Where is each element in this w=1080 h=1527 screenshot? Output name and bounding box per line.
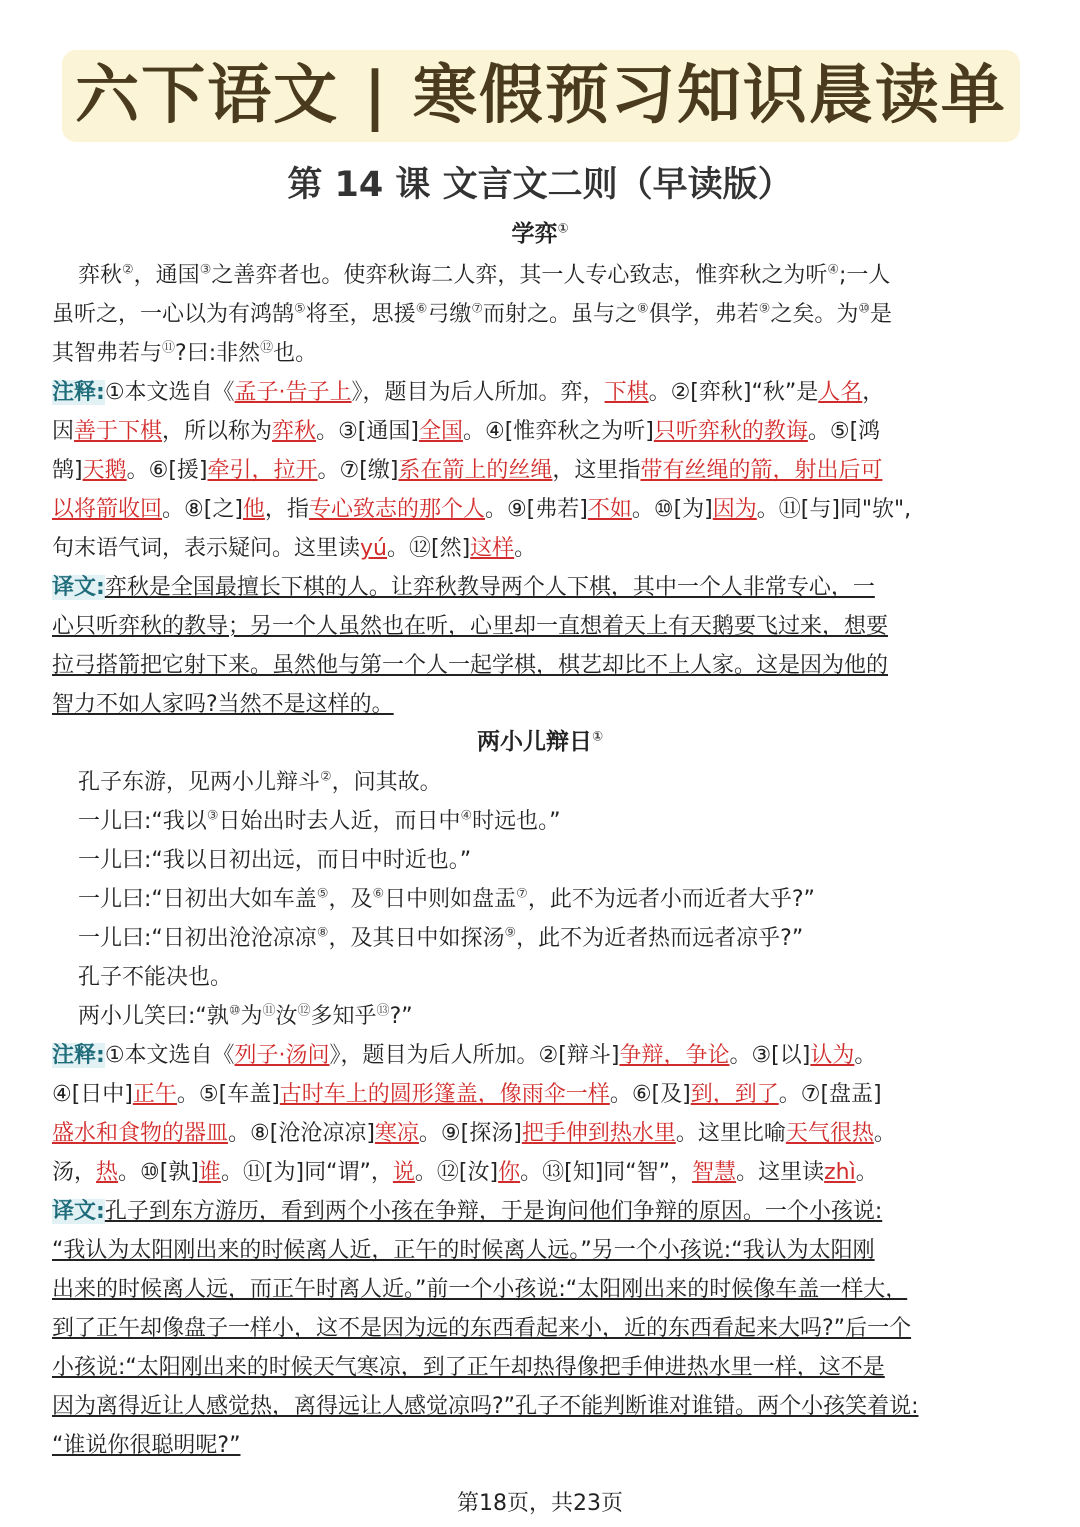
note-line: 因善于下棋，所以称为弈秋。③[通国]全国。④[惟弈秋之为听]只听弈秋的教诲。⑤[鸿 <box>52 419 881 444</box>
note-line: 鹄]天鹅。⑥[援]牵引，拉开。⑦[缴]系在箭上的丝绳，这里指带有丝绳的箭，射出后可 <box>52 458 883 483</box>
lesson-title: 第 14 课 文言文二则（早读版） <box>287 165 793 205</box>
classical-text-xueyi <box>52 256 1032 724</box>
text-line: 一儿曰:“我以③日始出时去人近，而日中④时远也。” <box>78 808 561 834</box>
text-line: 一儿曰:“日初出沧沧凉凉⑧，及其日中如探汤⑨，此不为近者热而远者凉乎?” <box>78 925 804 951</box>
translation-line: 到了正午却像盘子一样小，这不是因为远的东西看起来小，近的东西看起来大吗?”后一个 <box>52 1316 912 1341</box>
translation-label: 译文: <box>52 575 105 600</box>
note-line: 句末语气词，表示疑问。这里读yú。⑫[然]这样。 <box>52 536 537 561</box>
text-line: 其智弗若与⑪?曰:非然⑫也。 <box>52 340 318 366</box>
translation-line: “谁说你很聪明呢?” <box>52 1433 241 1458</box>
classical-text-liangxiaoer <box>52 763 1032 1465</box>
translation-line: 出来的时候离人远，而正午时离人近。”前一个小孩说:“太阳刚出来的时候像车盖一样大， <box>52 1277 908 1302</box>
translation-line: 译文:弈秋是全国最擅长下棋的人。让弈秋教导两个人下棋，其中一个人非常专心，一 <box>52 575 875 600</box>
page-number: 第18页，共23页 <box>457 1491 623 1516</box>
text-line: 孔子东游，见两小儿辩斗②，问其故。 <box>78 769 442 795</box>
translation-line: 译文:孔子到东方游历，看到两个小孩在争辩，于是询问他们争辩的原因。一个小孩说: <box>52 1199 883 1224</box>
page-title: 六下语文 | 寒假预习知识晨读单 <box>75 58 1007 133</box>
note-line: ④[日中]正午。⑤[车盖]古时车上的圆形篷盖，像雨伞一样。⑥[及]到，到了。⑦[盘盂] <box>52 1082 882 1107</box>
note-line: 汤，热。⑩[孰]谁。⑪[为]同“谓”，说。⑫[汝]你。⑬[知]同“智”，智慧。这里读zhì。 <box>52 1160 878 1185</box>
note-line: 注释:①本文选自《列子·汤问》，题目为后人所加。②[辩斗]争辩，争论。③[以]认为。 <box>52 1043 877 1068</box>
note-line: 盛水和食物的器皿。⑧[沧沧凉凉]寒凉。⑨[探汤]把手伸到热水里。这里比喻天气很热。 <box>52 1121 896 1146</box>
translation-line: 心只听弈秋的教导；另一个人虽然也在听，心里却一直想着天上有天鹅要飞过来，想要 <box>52 614 889 639</box>
text-line: 虽听之，一心以为有鸿鹄⑤将至，思援⑥弓缴⑦而射之。虽与之⑧俱学，弗若⑨之矣。为⑩是 <box>52 301 893 327</box>
note-line: 注释:①本文选自《孟子·告子上》，题目为后人所加。弈，下棋。②[弈秋]“秋”是人名， <box>52 380 885 405</box>
translation-line: 智力不如人家吗?当然不是这样的。 <box>52 692 394 717</box>
note-label: 注释: <box>52 1043 105 1068</box>
translation-label: 译文: <box>52 1199 105 1224</box>
text-line: 一儿曰:“日初出大如车盖⑤，及⑥日中则如盘盂⑦，此不为远者小而近者大乎?” <box>78 886 815 912</box>
note-line: 以将箭收回。⑧[之]他，指专心致志的那个人。⑨[弗若]不如。⑩[为]因为。⑪[与]同"欤", <box>52 497 912 522</box>
text-line: 两小儿笑曰:“孰⑩为⑪汝⑫多知乎⑬?” <box>78 1003 413 1029</box>
section-title-liangxiaoer: 两小儿辩日① <box>476 729 603 755</box>
section-title-xueyi: 学弈① <box>511 221 569 247</box>
text-line: 孔子不能决也。 <box>78 965 233 990</box>
text-line: 弈秋②，通国③之善弈者也。使弈秋诲二人弈，其一人专心致志，惟弈秋之为听④;一人 <box>78 262 891 288</box>
translation-line: 拉弓搭箭把它射下来。虽然他与第一个人一起学棋，棋艺却比不上人家。这是因为他的 <box>52 653 889 678</box>
note-label: 注释: <box>52 380 105 405</box>
translation-line: 因为离得近让人感觉热，离得远让人感觉凉吗?”孔子不能判断谁对谁错。两个小孩笑着说: <box>52 1394 919 1419</box>
translation-line: 小孩说:“太阳刚出来的时候天气寒凉，到了正午却热得像把手伸进热水里一样，这不是 <box>52 1355 885 1380</box>
text-line: 一儿曰:“我以日初出远，而日中时近也。” <box>78 848 472 873</box>
translation-line: “我认为太阳刚出来的时候离人近，正午的时候离人远。”另一个小孩说:“我认为太阳刚 <box>52 1238 875 1263</box>
